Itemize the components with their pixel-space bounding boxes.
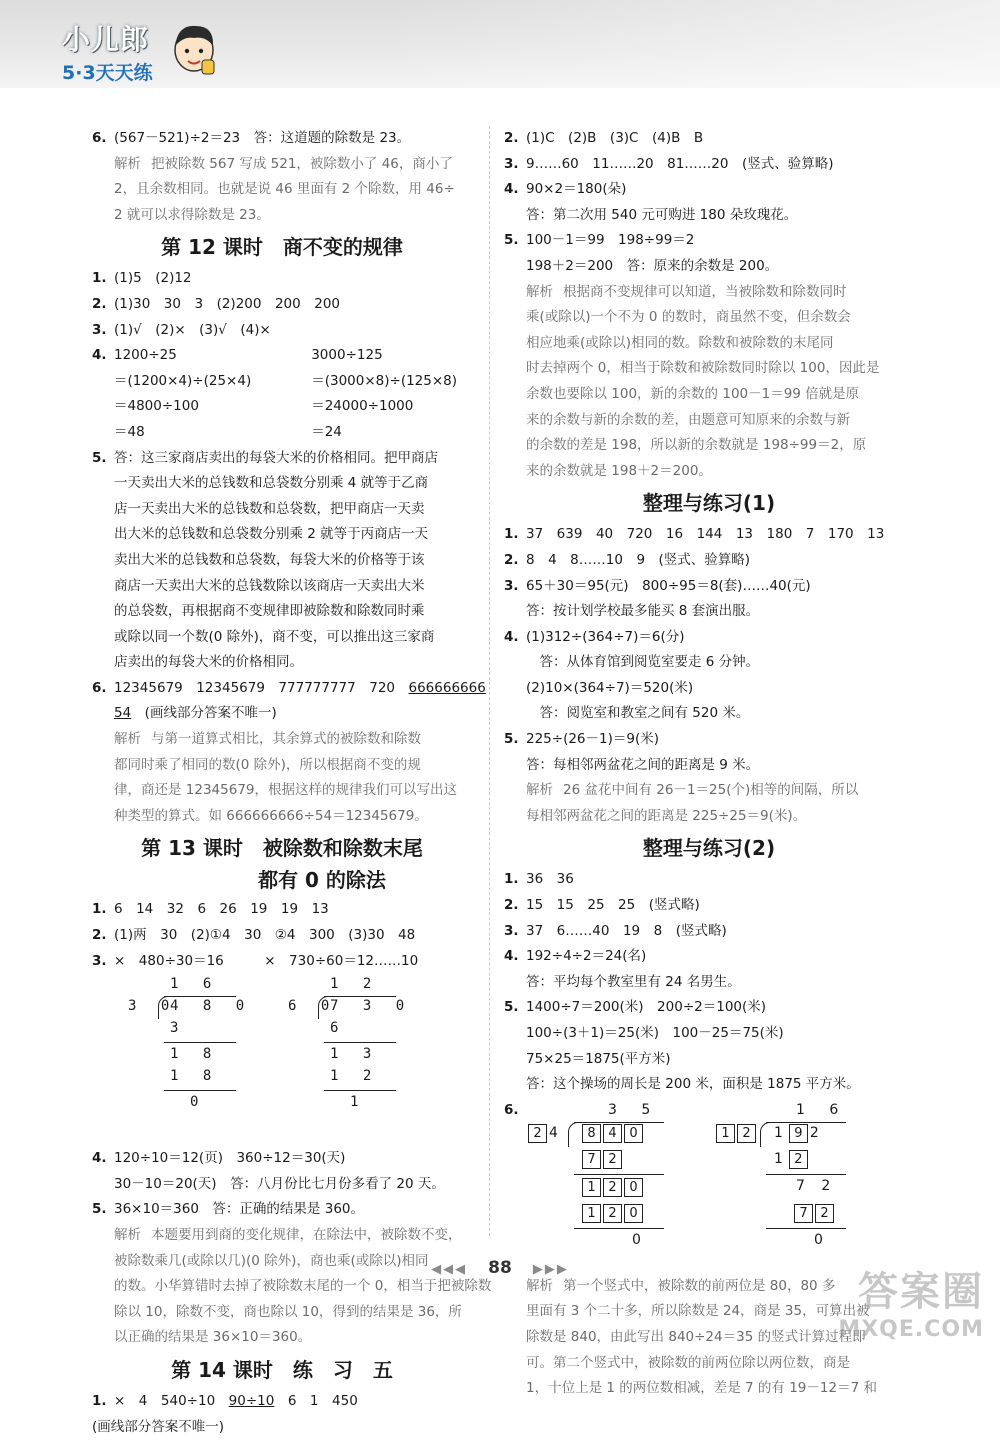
answer-line: 4. 90×2＝180(朵) <box>504 181 627 198</box>
analysis-note: 除以 10，除数不变，商也除以 10，得到的结果是 36，所 <box>114 1303 462 1320</box>
analysis-note: 的数。小华算错时去掉了被除数末尾的一个 0，相当于把被除数 <box>114 1278 492 1295</box>
answer-line: 答：每相邻两盆花之间的距离是 9 米。 <box>526 756 760 773</box>
answer-line: 2. (1)30 30 3 (2)200 200 200 <box>92 295 340 312</box>
remainder: 0 <box>632 1231 649 1248</box>
calc-step: ＝(1200×4)÷(25×4) <box>114 372 252 389</box>
analysis-note: 的余数的差是 198，所以新的余数就是 198÷99＝2，原 <box>526 437 867 454</box>
analysis-note: 2，且余数相同。也就是说 46 里面有 2 个除数，用 46÷ <box>114 181 455 198</box>
page-header-band <box>0 0 1000 88</box>
answer-line: 30－10＝20(天) 答：八月份比七月份多看了 20 天。 <box>114 1175 445 1192</box>
answer-line: 3. × 480÷30＝16 × 730÷60＝12……10 <box>92 952 419 969</box>
right-column <box>504 126 914 1402</box>
analysis-note: 里面有 3 个二十多，所以除数是 24，商是 35，可算出被 <box>526 1303 870 1320</box>
divisor: 1 2 <box>716 1124 758 1143</box>
answer-line: 4. 192÷4÷2＝24(名) <box>504 948 647 965</box>
long-division-1 <box>128 976 253 1136</box>
analysis-note: 乘(或除以)一个不为 0 的数时，商虽然不变，但余数会 <box>526 309 851 326</box>
publisher-logo <box>62 18 153 85</box>
answer-line: 3. 65＋30＝95(元) 800÷95＝8(套)……40(元) <box>504 577 811 594</box>
dividend: 8 4 0 <box>582 1124 645 1143</box>
quotient: 3 5 <box>608 1101 661 1118</box>
remainder: 1 <box>350 1094 367 1111</box>
answer-line: 1. (1)5 (2)12 <box>92 270 192 287</box>
answer-line: 卖出大米的总钱数和总袋数，每袋大米的价格等于该 <box>114 551 425 568</box>
step-bar <box>324 1090 396 1091</box>
step: 1 2 <box>774 1150 810 1169</box>
analysis-note: 时去掉两个 0，相当于除数和被除数同时除以 100，因此是 <box>526 360 880 377</box>
step: 7 2 <box>582 1150 624 1169</box>
step: 1 2 <box>330 1068 380 1085</box>
analysis-note: 解析 第一个竖式中，被除数的前两位是 80，80 多 <box>526 1277 836 1294</box>
step-bar <box>766 1174 846 1175</box>
answer-line: 3. (1)√ (2)× (3)√ (4)× <box>92 321 271 338</box>
answer-line: 6. (567－521)÷2＝23 答：这道题的除数是 23。 <box>92 130 411 146</box>
answer-line: 店一天卖出大米的总钱数和总袋数，把甲商店一天卖 <box>114 500 425 517</box>
site-watermark <box>838 1260 984 1342</box>
lesson-12-title: 第 12 课时 商不变的规律 <box>161 235 403 260</box>
calc-step: ＝48 <box>114 423 145 440</box>
calc-step: 4. 1200÷25 <box>92 347 177 364</box>
brand-name: 小儿郎 <box>62 23 150 56</box>
boxed-long-division-figures <box>504 1098 914 1274</box>
answer-line: 答：阅览室和教室之间有 520 米。 <box>526 705 750 722</box>
step: 7 2 <box>796 1177 837 1194</box>
analysis-note: 解析 26 盆花中间有 26－1＝25(个)相等的间隔，所以 <box>526 782 859 799</box>
analysis-note: 被除数乘几(或除以几)(0 除外)，商也乘(或除以)相同 <box>114 1252 429 1269</box>
answer-line: 答：第二次用 540 元可购进 180 朵玫瑰花。 <box>526 206 798 223</box>
answer-line: 5. 225÷(26－1)＝9(米) <box>504 731 660 748</box>
series-name: 5·3天天练 <box>62 62 153 84</box>
answer-line: 出大米的总钱数和总袋数分别乘 2 就等于丙商店一天 <box>114 526 429 543</box>
answer-line: 2. (1)两 30 (2)①4 30 ②4 300 (3)30 48 <box>92 927 416 944</box>
step: 1 8 <box>170 1046 220 1063</box>
header-gradient <box>380 0 1000 88</box>
answer-line: 3. 9……60 11……20 81……20 (竖式、验算略) <box>504 155 834 172</box>
review-2-title: 整理与练习(2) <box>642 836 776 861</box>
lesson-13-title-cont: 都有 0 的除法 <box>258 868 386 893</box>
answer-line: 100÷(3＋1)＝25(米) 100－25＝75(米) <box>526 1025 784 1041</box>
answer-line: 5. 36×10＝360 答：正确的结果是 360。 <box>92 1201 364 1218</box>
step-bar <box>164 1090 236 1091</box>
dividend: 1 9 2 <box>774 1124 819 1141</box>
prev-arrows-icon: ◀◀◀ <box>431 1262 468 1277</box>
division-bar <box>324 996 396 997</box>
division-bracket <box>568 1122 583 1147</box>
next-arrows-icon: ▶▶▶ <box>532 1262 569 1277</box>
answer-line: 75×25＝1875(平方米) <box>526 1050 671 1067</box>
step-bar <box>164 1042 236 1043</box>
division-bracket <box>760 1122 775 1147</box>
analysis-note: 1，十位上是 1 的两位数相减，差是 7 的有 19－12＝7 和 <box>526 1380 877 1397</box>
remainder: 0 <box>190 1094 207 1111</box>
page-number: 88 <box>488 1258 512 1278</box>
remainder: 0 <box>814 1231 831 1248</box>
step: 1 8 <box>170 1068 220 1085</box>
answer-line: 1. × 4 540÷10 90÷10 6 1 450 <box>92 1392 358 1409</box>
left-column <box>92 126 492 1440</box>
answer-line: (2)10×(364÷7)＝520(米) <box>526 679 694 696</box>
answer-line: 2. 8 4 8……10 9 (竖式、验算略) <box>504 551 751 568</box>
analysis-note: 解析 与第一道算式相比，其余算式的被除数和除数 <box>114 731 421 748</box>
quotient: 1 6 <box>796 1101 849 1118</box>
analysis-note: 2 就可以求得除数是 23。 <box>114 206 270 223</box>
column-divider <box>489 126 490 1236</box>
answer-line: 6. 12345679 12345679 777777777 720 666666666 <box>92 679 486 696</box>
dividend: 4 8 0 <box>170 998 253 1015</box>
answer-line: (画线部分答案不唯一) <box>92 1418 225 1435</box>
calc-step: ＝4800÷100 <box>114 398 199 415</box>
calc-step: ＝24000÷1000 <box>311 398 414 415</box>
answer-line: 商店一天卖出大米的总钱数除以该商店一天卖出大米 <box>114 577 425 594</box>
answer-line: 198＋2＝200 答：原来的余数是 200。 <box>526 257 779 274</box>
analysis-note: 相应地乘(或除以)相同的数。除数和被除数的末尾同 <box>526 334 834 351</box>
answer-line: 2. (1)C (2)B (3)C (4)B B <box>504 130 704 146</box>
answer-line: 1. 36 36 <box>504 871 574 888</box>
answer-line: 4. 120÷10＝12(页) 360÷12＝30(天) <box>92 1150 346 1167</box>
analysis-note: 解析 把被除数 567 写成 521，被除数小了 46，商小了 <box>114 155 453 172</box>
answer-line: 店卖出的每袋大米的价格相同。 <box>114 654 303 671</box>
watermark-title: 答案圈 <box>858 1269 984 1315</box>
calc-step: ＝(3000×8)÷(125×8) <box>311 372 458 389</box>
quotient: 1 6 <box>170 976 220 993</box>
step-bar <box>574 1174 664 1175</box>
analysis-note: 种类型的算式。如 666666666÷54＝12345679。 <box>114 807 428 824</box>
analysis-note: 来的余数就是 198＋2＝200。 <box>526 462 712 479</box>
analysis-note: 除数是 840，由此写出 840÷24＝35 的竖式计算过程即 <box>526 1328 866 1345</box>
answer-line: 或除以同一个数(0 除外)，商不变，可以推出这三家商 <box>114 628 435 645</box>
answer-line: 答：平均每个教室里有 24 名男生。 <box>526 973 741 990</box>
answer-line: 答：这个操场的周长是 200 米，面积是 1875 平方米。 <box>526 1076 860 1093</box>
answer-line: 1. 37 639 40 720 16 144 13 180 7 170 13 <box>504 526 885 543</box>
step: 6 <box>330 1020 347 1037</box>
lesson-14-title: 第 14 课时 练 习 五 <box>171 1357 393 1382</box>
analysis-note: 每相邻两盆花之间的距离是 225÷25＝9(米)。 <box>526 807 807 824</box>
review-1-title: 整理与练习(1) <box>642 491 776 516</box>
answer-line: 2. 15 15 25 25 (竖式略) <box>504 897 700 914</box>
analysis-note: 来的余数与新的余数的差，由题意可知原来的余数与新 <box>526 411 850 428</box>
step-bar <box>574 1228 664 1229</box>
lesson-13-title: 第 13 课时 被除数和除数末尾 <box>141 836 423 861</box>
step: 7 2 <box>794 1204 836 1223</box>
boxed-division-1 <box>528 1102 708 1272</box>
question-number: 6. <box>504 1101 519 1118</box>
analysis-note: 律，商还是 12345679，根据这样的规律我们可以写出这 <box>114 782 458 799</box>
answer-line: 一天卖出大米的总钱数和总袋数分别乘 4 就等于乙商 <box>114 475 429 492</box>
analysis-note: 以正确的结果是 36×10＝360。 <box>114 1329 312 1346</box>
long-division-figures <box>92 974 472 1146</box>
analysis-note: 解析 本题要用到商的变化规律，在除法中，被除数不变， <box>114 1227 462 1243</box>
step-bar <box>766 1228 846 1229</box>
step: 1 2 0 <box>582 1204 645 1223</box>
mascot-boy-icon <box>166 18 222 78</box>
quotient: 1 2 <box>330 976 380 993</box>
step: 3 <box>170 1020 187 1037</box>
dividend: 7 3 0 <box>330 998 413 1015</box>
divisor: 6 0 <box>288 998 338 1015</box>
answer-line: 3. 37 6……40 19 8 (竖式略) <box>504 922 727 939</box>
answer-line: 1. 6 14 32 6 26 19 19 13 <box>92 901 329 918</box>
long-division-2 <box>288 976 413 1136</box>
step: 1 3 <box>330 1046 380 1063</box>
division-bar <box>766 1122 846 1123</box>
calc-step: 3000÷125 <box>311 347 383 364</box>
divisor: 3 0 <box>128 998 178 1015</box>
division-bar <box>164 996 236 997</box>
answer-line: 5. 1400÷7＝200(米) 200÷2＝100(米) <box>504 999 767 1016</box>
division-bar <box>574 1122 664 1123</box>
answer-line: 答：按计划学校最多能买 8 套演出服。 <box>526 603 760 620</box>
answer-line: 54 (画线部分答案不唯一) <box>114 705 277 722</box>
answer-line: 5. 100－1＝99 198÷99＝2 <box>504 232 695 249</box>
boxed-division-2 <box>716 1102 876 1272</box>
divisor: 2 4 <box>528 1124 558 1143</box>
calc-step: ＝24 <box>311 423 342 440</box>
analysis-note: 解析 根据商不变规律可以知道，当被除数和除数同时 <box>526 283 847 300</box>
analysis-note: 可。第二个竖式中，被除数的前两位除以两位数，商是 <box>526 1354 850 1371</box>
analysis-note: 余数也要除以 100，新的余数的 100－1＝99 倍就是原 <box>526 385 860 402</box>
step-bar <box>324 1042 396 1043</box>
answer-line: 4. (1)312÷(364÷7)＝6(分) <box>504 628 685 645</box>
answer-line: 答：从体育馆到阅览室要走 6 分钟。 <box>526 654 760 671</box>
answer-line: 的总袋数，再根据商不变规律即被除数和除数同时乘 <box>114 603 425 620</box>
step: 1 2 0 <box>582 1178 645 1197</box>
calculation-pair <box>92 343 472 445</box>
watermark-domain: MXQE.COM <box>838 1317 984 1342</box>
analysis-note: 都同时乘了相同的数(0 除外)，所以根据商不变的规 <box>114 756 421 773</box>
answer-line: 5. 答：这三家商店卖出的每袋大米的价格相同。把甲商店 <box>92 449 438 466</box>
